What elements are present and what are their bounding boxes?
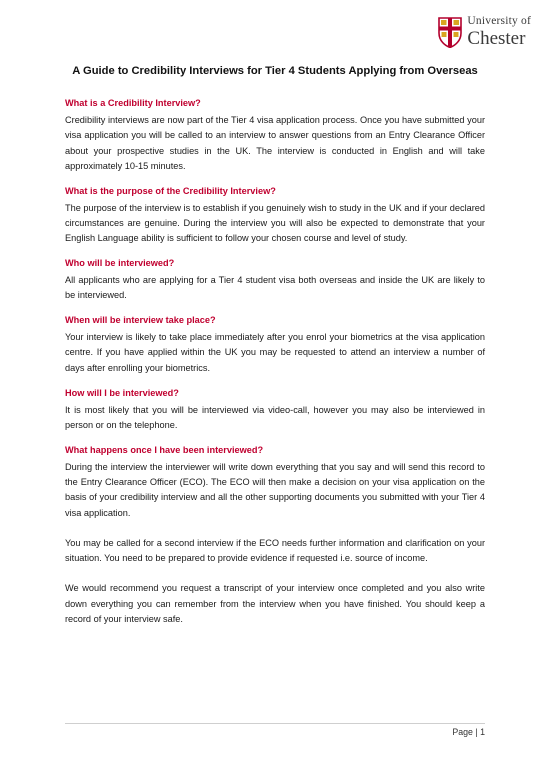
section-heading: How will I be interviewed? [65,387,179,398]
section-when [65,313,485,376]
section-who [65,256,485,304]
section-heading: What happens once I have been interviewed? [65,444,264,455]
document-body [65,96,485,637]
document-title: A Guide to Credibility Interviews for Tier 4 Students Applying from Overseas [72,65,478,77]
section-heading: Who will be interviewed? [65,258,175,269]
section-paragraph: Your interview is likely to take place immediately after you enrol your biometrics at the visa application centre. If you have applied within the UK you may be requested to attend an interview a number of days after enrolling your biometrics. [65,332,485,373]
crest-icon [438,17,462,48]
section-paragraph: The purpose of the interview is to establish if you genuinely wish to study in the UK and if your declared circumstances are genuine. During the interview you will also be expected to demonstrate that your English Language ability is sufficient to follow your chosen course and level of study. [65,202,485,244]
section-paragraph: It is most likely that you will be interviewed via video-call, however you may also be interviewed in person or on the telephone. [65,404,485,430]
logo-wordmark [467,16,531,48]
section-purpose [65,184,485,247]
section-paragraph: You may be called for a second interview if the ECO needs further information and clarification on your situation. You need to be prepared to provide evidence if requested i.e. source of income. [65,537,485,564]
section-paragraph: We would recommend you request a transcript of your interview once completed and you also write down everything you can remember from the interview when you have finished. You should keep a record of your interview safe. [65,583,485,625]
section-paragraph: Credibility interviews are now part of the Tier 4 visa application process. Once you have submitted your visa application you will be called to an interview to answer questions from an Entry Clearance Officer about your prospective studies in the UK. The interview is conducted in English and will take approximately 10-15 minutes. [65,115,485,171]
section-paragraph: During the interview the interviewer will write down everything that you say and will send this record to the Entry Clearance Officer (ECO). The ECO will then make a decision on your visa application on the basis of your credibility interview and all the other supporting documents you submitted with your Tier 4 visa application. [65,461,485,518]
page-footer [65,723,485,737]
section-paragraph: All applicants who are applying for a Tier 4 student visa both overseas and inside the UK are likely to be interviewed. [65,275,485,301]
page-number: Page | 1 [452,727,485,737]
section-how [65,386,485,434]
section-heading: What is a Credibility Interview? [65,98,201,108]
section-heading: What is the purpose of the Credibility Interview? [65,185,276,196]
university-logo [438,13,531,51]
logo-line2: Chester [467,27,526,49]
logo-line1: University of [467,15,531,28]
section-what-is [65,96,485,174]
section-after-interview [65,443,485,628]
section-heading: When will be interview take place? [65,315,216,326]
